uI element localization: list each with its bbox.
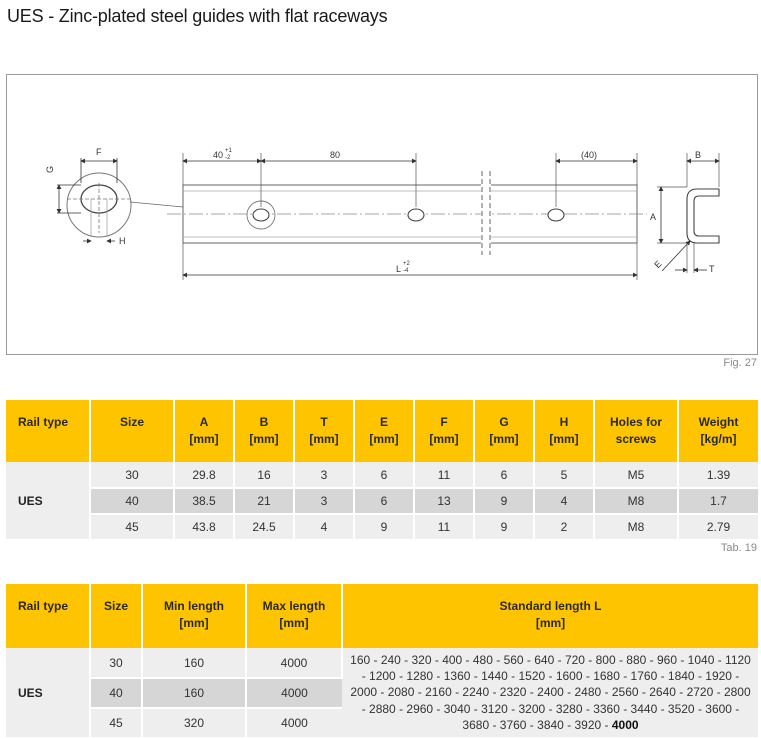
table-header-row (6, 400, 758, 462)
cell-g: 6 (474, 462, 534, 488)
cell-e: 9 (354, 514, 414, 540)
cell-a: 43.8 (174, 514, 234, 540)
dim-label-40-ref: (40) (581, 150, 598, 160)
dimensions-table (6, 400, 758, 541)
col-header-holes: Holes for screws (594, 400, 678, 462)
dim-label-h: H (119, 236, 126, 246)
cell-b: 24.5 (234, 514, 294, 540)
col-header-standard-length: Standard length L [mm] (342, 584, 758, 648)
cell-f: 11 (414, 514, 474, 540)
dim-tol-l-upper: +2 (403, 261, 410, 267)
dim-label-f: F (96, 147, 102, 157)
cell-size: 40 (90, 488, 174, 514)
col-header-h: H [mm] (534, 400, 594, 462)
col-header-rail-type: Rail type (6, 584, 90, 648)
cell-f: 13 (414, 488, 474, 514)
col-header-f: F [mm] (414, 400, 474, 462)
col-header-e: E [mm] (354, 400, 414, 462)
cell-t: 3 (294, 462, 354, 488)
cell-weight: 1.39 (678, 462, 758, 488)
dim-tol-l-lower: -4 (403, 268, 409, 274)
rail-drawing-svg (7, 75, 759, 356)
dim-label-b: B (695, 150, 702, 160)
cell-e: 6 (354, 462, 414, 488)
cell-t: 3 (294, 488, 354, 514)
figure-caption: Fig. 27 (723, 357, 757, 369)
rail-type-cell: UES (6, 462, 90, 540)
table-row (6, 648, 758, 678)
cell-g: 9 (474, 514, 534, 540)
col-header-t: T [mm] (294, 400, 354, 462)
cell-holes: M5 (594, 462, 678, 488)
standard-lengths-cell: 160 - 240 - 320 - 400 - 480 - 560 - 640 - 720 - 800 - 880 - 960 - 1040 - 1120 - 1200 - 1280 - 1360 - 1440 - 1520 - 1600 - 1680 - 1760 - 1840 - 1920 - 2000 - 2080 - 2160 - 2240 - 2320 - 2400 - 2480 - 2560 - 2640 - 2720 - 2800 - 2880 - 2960 - 3040 - 3120 - 3200 - 3280 - 3360 - 3440 - 3520 - 3600 - 3680 - 3760 - 3840 - 3920 - 4000 (342, 648, 758, 738)
col-header-max-length: Max length [mm] (246, 584, 342, 648)
col-header-b: B [mm] (234, 400, 294, 462)
table-row (6, 462, 758, 488)
lengths-table (6, 584, 758, 739)
rail-cross-section (650, 150, 719, 274)
table-caption: Tab. 19 (720, 542, 757, 554)
cell-b: 16 (234, 462, 294, 488)
dim-tol-40-lower: -2 (225, 155, 231, 161)
cell-min-length: 320 (142, 708, 246, 738)
cell-f: 11 (414, 462, 474, 488)
col-header-a: A [mm] (174, 400, 234, 462)
cell-g: 9 (474, 488, 534, 514)
cell-a: 38.5 (174, 488, 234, 514)
cell-b: 21 (234, 488, 294, 514)
page-title: UES - Zinc-plated steel guides with flat raceways (7, 6, 388, 26)
cell-holes: M8 (594, 488, 678, 514)
cell-a: 29.8 (174, 462, 234, 488)
cell-size: 30 (90, 462, 174, 488)
cell-size: 40 (90, 678, 142, 708)
dim-label-t: T (709, 264, 715, 274)
cell-weight: 2.79 (678, 514, 758, 540)
dim-label-l: L (396, 264, 402, 274)
col-header-weight: Weight [kg/m] (678, 400, 758, 462)
cell-t: 4 (294, 514, 354, 540)
col-header-size: Size (90, 400, 174, 462)
cell-h: 2 (534, 514, 594, 540)
col-header-min-length: Min length [mm] (142, 584, 246, 648)
cell-min-length: 160 (142, 678, 246, 708)
table-row (6, 488, 758, 514)
cell-weight: 1.7 (678, 488, 758, 514)
cell-holes: M8 (594, 514, 678, 540)
cell-size: 30 (90, 648, 142, 678)
table-row (6, 514, 758, 540)
cell-max-length: 4000 (246, 648, 342, 678)
technical-drawing (6, 74, 758, 355)
col-header-size: Size (90, 584, 142, 648)
cell-max-length: 4000 (246, 708, 342, 738)
col-header-rail-type: Rail type (6, 400, 90, 462)
cell-h: 5 (534, 462, 594, 488)
dim-label-80: 80 (330, 150, 341, 160)
dim-tol-40-upper: +1 (225, 148, 232, 154)
col-header-g: G [mm] (474, 400, 534, 462)
cell-h: 4 (534, 488, 594, 514)
cell-size: 45 (90, 708, 142, 738)
dim-label-a: A (650, 212, 657, 222)
dim-label-40: 40 (213, 150, 224, 160)
cell-max-length: 4000 (246, 678, 342, 708)
rail-type-cell: UES (6, 648, 90, 738)
dim-label-g: G (45, 165, 55, 173)
table-header-row (6, 584, 758, 648)
cell-size: 45 (90, 514, 174, 540)
cell-e: 6 (354, 488, 414, 514)
dim-label-e: E (652, 258, 664, 271)
rail-side-view (167, 148, 647, 280)
cell-min-length: 160 (142, 648, 246, 678)
